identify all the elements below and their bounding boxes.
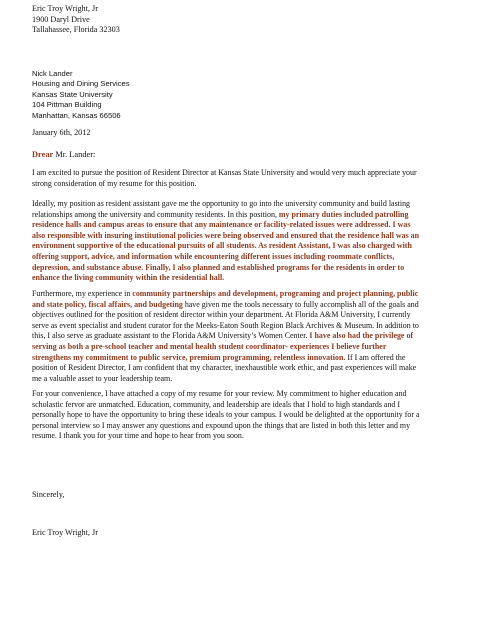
salutation-name: Mr. Lander: <box>53 150 96 159</box>
plain-text: Furthermore, my experience in <box>32 289 133 298</box>
recipient-building: 104 Pittman Building <box>32 100 102 110</box>
salutation <box>32 150 472 159</box>
paragraph-experience <box>32 199 472 284</box>
sender-street: 1900 Daryl Drive <box>32 14 90 24</box>
paragraph-line: personal interview so I may answer any questions and expound upon the things that are listed in both this letter and my <box>32 420 411 430</box>
plain-text: this, I also serve as graduate assistant to the Florida A&M University’s Women Center. <box>32 331 310 341</box>
paragraph-line <box>32 300 472 311</box>
plain-text: relationships among the university and community residents. In this position, <box>32 209 279 219</box>
paragraph-line <box>32 289 472 300</box>
highlight-line: depression, and substance abuse. Finally, I also planned and established programs for the residents in order to <box>32 262 405 272</box>
paragraph-line: Ideally, my position as resident assistant gave me the opportunity to go into the university community and build lasting <box>32 199 411 208</box>
paragraph-line <box>32 353 472 364</box>
paragraph-line: position of Resident Director, I am confident that my character, inexhaustible work ethic, and past experiences will make <box>32 363 417 373</box>
highlight-text: community partnerships and development, programing and project planning, public <box>132 289 419 298</box>
paragraph-line: serve as event specialist and student curator for the Meeks-Eaton South Region Black Archives & Museum. In addition to <box>32 320 419 330</box>
paragraph-closing <box>32 389 472 442</box>
sender-city: Tallahassee, Florida 32303 <box>32 25 120 34</box>
paragraph-line: me a valuable asset to your leadership team. <box>32 373 173 383</box>
paragraph-intro <box>32 168 472 189</box>
letter-date: January 6th, 2012 <box>32 128 91 137</box>
highlight-text: my primary duties included patrolling <box>278 209 409 219</box>
closing: Sincerely, <box>32 490 65 499</box>
paragraph-line: scholastic fervor are unmatched. Education, community, and leadership are ideals that I hold to high standards and I <box>32 399 401 409</box>
highlight-line: serving as both a pre-school teacher and mental health student coordinator- experiences I believe further <box>32 341 387 351</box>
plain-text: have given me the tools necessary to fully accomplish all of the goals and <box>182 299 419 309</box>
recipient-address <box>32 69 472 121</box>
highlight-line: also responsible with insuring institutional policies were being observed and ensured that the residence hall was an <box>32 230 420 240</box>
salutation-greeting: Drear <box>32 150 54 159</box>
paragraph-line: personally hope to have the opportunity to bring these ideals to your campus. I would be delighted at the opportunity for a <box>32 410 420 420</box>
sender-name: Eric Troy Wright, Jr <box>32 4 98 13</box>
recipient-institution: Kansas State University <box>32 89 113 99</box>
recipient-department: Housing and Dining Services <box>32 79 130 89</box>
highlight-text: strengthens my commitment to public service, premium programming, relentless innovation. <box>32 352 346 362</box>
highlight-text: and state policy, fiscal affairs, and budgeting <box>32 299 183 309</box>
paragraph-line <box>32 210 472 221</box>
paragraph-line: objectives outlined for the position of resident director within your department. At Florida A&M University, I currently <box>32 310 411 320</box>
highlight-line: environment supportive of the educational pursuits of all students. As resident Assistant, I was also charged with <box>32 241 412 251</box>
paragraph-line: I am excited to pursue the position of Resident Director at Kansas State University and would very much appreciate your <box>32 168 417 177</box>
highlight-line: residence halls and campus areas to ensure that any maintenance or facility-related issues were addressed. I was <box>32 220 411 230</box>
highlight-text: I have also had the privilege of <box>309 331 414 341</box>
sender-address <box>32 4 472 36</box>
paragraph-line: For your convenience, I have attached a copy of my resume for your review. My commitment to higher education and <box>32 389 407 398</box>
paragraph-qualifications <box>32 289 472 384</box>
paragraph-line <box>32 331 472 342</box>
paragraph-line: resume. I thank you for your time and hope to hear from you soon. <box>32 431 244 441</box>
highlight-line: offering support, advice, and information while encountering different issues including roommate conflicts, <box>32 251 395 261</box>
plain-text: If I am offered the <box>345 352 406 362</box>
paragraph-line: strong consideration of my resume for this position. <box>32 178 197 188</box>
highlight-line: enhance the living community within the residential hall. <box>32 273 225 283</box>
signature-name: Eric Troy Wright, Jr <box>32 528 98 537</box>
recipient-city: Manhattan, Kansas 66506 <box>32 110 121 120</box>
recipient-name: Nick Lander <box>32 69 73 78</box>
